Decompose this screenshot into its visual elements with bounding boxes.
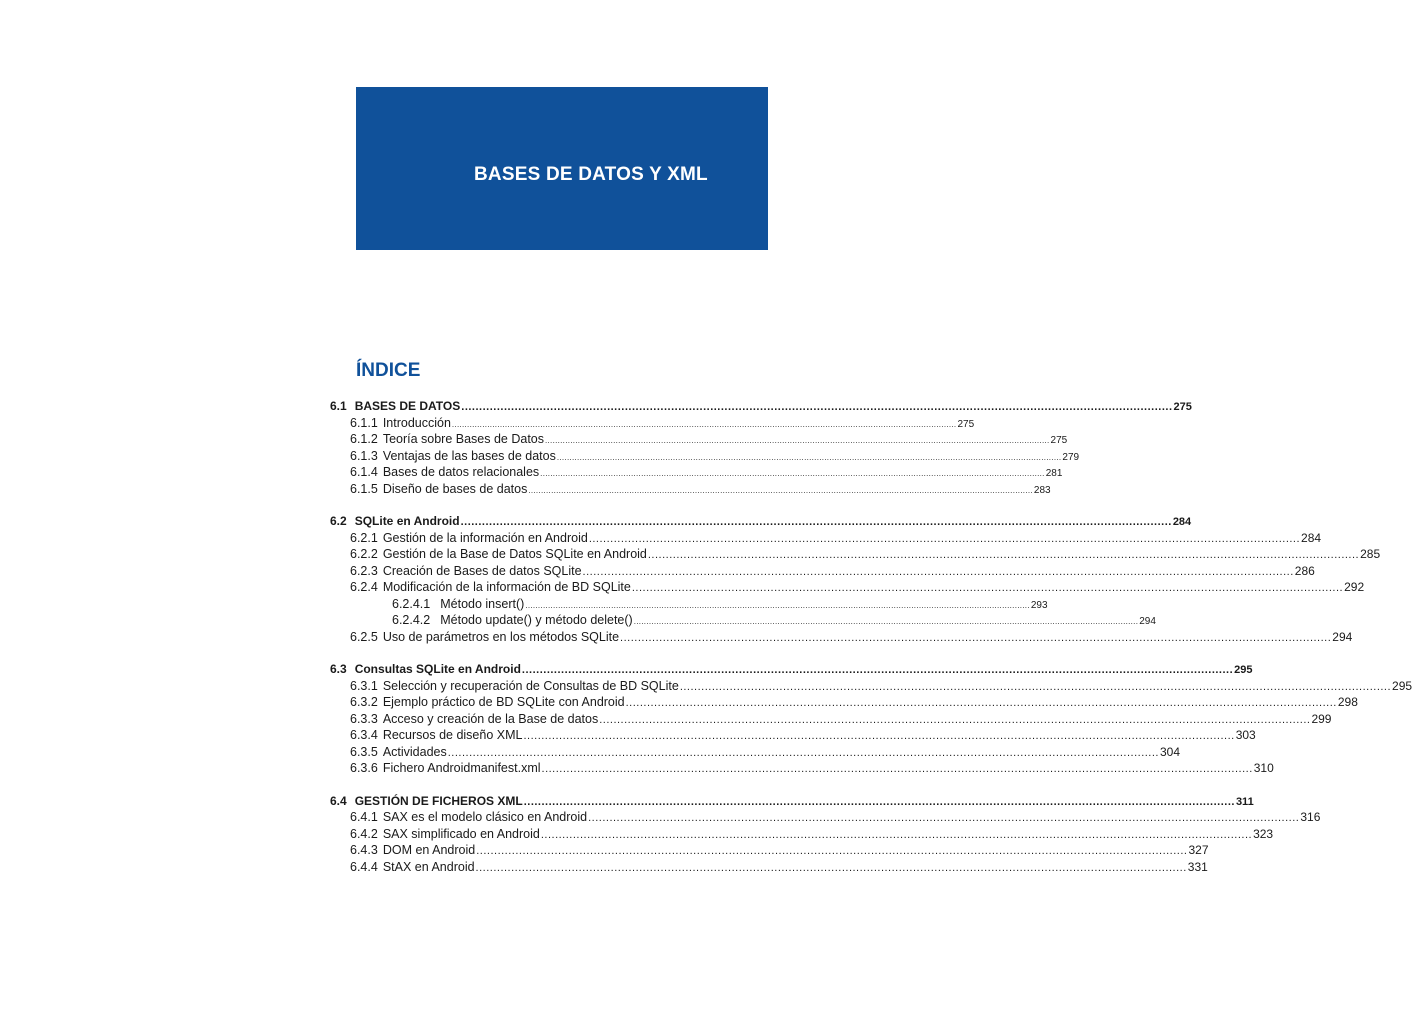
dot-leader: ........................................................................................................................................................................................................ <box>447 746 1159 759</box>
page-number: 295 <box>1234 664 1253 676</box>
toc-section <box>330 793 1321 876</box>
page-number: 292 <box>1344 580 1365 594</box>
toc-item-entry[interactable] <box>330 727 1256 744</box>
item-number: 6.3.4 <box>350 728 378 742</box>
item-title: Ejemplo práctico de BD SQLite con Android <box>382 695 625 709</box>
item-number: 6.2.1 <box>350 530 378 545</box>
section-number: 6.3 <box>330 662 347 676</box>
toc-item-entry[interactable] <box>330 579 1365 596</box>
section-number: 6.1 <box>330 399 347 413</box>
dot-leader: ........................................................................................................................................................................................................ <box>633 617 1139 626</box>
page-number: 295 <box>1392 678 1412 693</box>
dot-leader: ........................................................................................................................................................................................................ <box>460 516 1172 528</box>
dot-leader: ........................................................................................................................................................................................................ <box>582 565 1294 578</box>
item-number: 6.3.2 <box>350 695 378 709</box>
section-title: Consultas SQLite en Android <box>354 662 521 676</box>
item-title: Modificación de la información de BD SQLite <box>382 580 631 594</box>
item-number: 6.4.1 <box>350 810 378 824</box>
item-title: Bases de datos relacionales <box>382 465 540 479</box>
item-number: 6.1.1 <box>350 415 378 430</box>
page-number: 327 <box>1188 843 1209 857</box>
dot-leader: ........................................................................................................................................................................................................ <box>540 828 1253 841</box>
toc-heading: ÍNDICE <box>356 360 421 381</box>
toc-item-entry[interactable] <box>330 678 1412 695</box>
dot-leader: ........................................................................................................................................................................................................ <box>679 680 1392 693</box>
item-title: Uso de parámetros en los métodos SQLite <box>382 629 620 644</box>
dot-leader: ........................................................................................................................................................................................................ <box>475 861 1187 874</box>
page-number: 323 <box>1253 826 1274 841</box>
item-title: Diseño de bases de datos <box>382 481 528 496</box>
toc-item-entry[interactable] <box>330 859 1208 876</box>
section-number: 6.2 <box>330 514 347 528</box>
item-title: Método insert() <box>440 596 525 611</box>
page-number: 310 <box>1253 761 1274 775</box>
item-title: Gestión de la información en Android <box>382 530 588 545</box>
item-title: DOM en Android <box>382 843 476 857</box>
item-number: 6.4.4 <box>350 859 378 874</box>
page-number: 316 <box>1300 810 1321 824</box>
item-title: SAX simplificado en Android <box>382 826 540 841</box>
item-number: 6.3.3 <box>350 711 378 726</box>
item-title: SAX es el modelo clásico en Android <box>382 810 588 824</box>
toc-item-entry[interactable] <box>330 629 1353 646</box>
toc-item-entry[interactable] <box>330 530 1322 547</box>
toc-section <box>330 661 1412 777</box>
page-number: 304 <box>1159 744 1181 759</box>
item-title: Actividades <box>382 744 447 759</box>
section-title: BASES DE DATOS <box>354 399 461 413</box>
item-title: Ventajas de las bases de datos <box>382 448 556 463</box>
item-number: 6.1.5 <box>350 481 378 496</box>
toc-section-entry[interactable] <box>330 398 1192 415</box>
toc-item-entry[interactable] <box>330 744 1181 761</box>
toc-item-entry[interactable] <box>330 415 975 432</box>
toc-item-entry[interactable] <box>330 826 1274 843</box>
dot-leader: ........................................................................................................................................................................................................ <box>556 452 1062 462</box>
toc-section-entry[interactable] <box>330 793 1254 810</box>
item-number: 6.2.5 <box>350 629 378 644</box>
dot-leader: ........................................................................................................................................................................................................ <box>545 436 1050 445</box>
item-number: 6.1.2 <box>350 432 378 446</box>
page-number: 275 <box>1050 435 1068 446</box>
page-number: 298 <box>1337 695 1358 709</box>
item-title: StAX en Android <box>382 859 475 874</box>
toc-item-entry[interactable] <box>330 711 1332 728</box>
dot-leader: ........................................................................................................................................................................................................ <box>620 631 1332 644</box>
toc-item-entry[interactable] <box>330 431 1068 448</box>
item-number: 6.1.3 <box>350 448 378 463</box>
item-number: 6.4.3 <box>350 843 378 857</box>
chapter-title-banner <box>356 87 768 250</box>
toc-item-entry[interactable] <box>330 760 1274 777</box>
item-number: 6.3.6 <box>350 761 378 775</box>
dot-leader: ........................................................................................................................................................................................................ <box>476 845 1188 857</box>
page-number: 284 <box>1301 530 1322 545</box>
page-number: 293 <box>1030 599 1048 611</box>
item-title: Método update() y método delete() <box>440 613 633 627</box>
toc-item-entry[interactable] <box>330 809 1321 826</box>
dot-leader: ........................................................................................................................................................................................................ <box>523 730 1235 742</box>
item-title: Recursos de diseño XML <box>382 728 523 742</box>
toc-item-entry[interactable] <box>330 842 1209 859</box>
item-number: 6.3.1 <box>350 678 378 693</box>
item-number: 6.2.4 <box>350 580 378 594</box>
item-title: Creación de Bases de datos SQLite <box>382 563 582 578</box>
dot-leader: ........................................................................................................................................................................................................ <box>599 713 1311 726</box>
page-number: 294 <box>1332 629 1353 644</box>
item-number: 6.4.2 <box>350 826 378 841</box>
table-of-contents <box>330 398 1412 891</box>
item-title: Selección y recuperación de Consultas de BD SQLite <box>382 678 679 693</box>
toc-item-entry[interactable] <box>330 448 1080 465</box>
item-title: Teoría sobre Bases de Datos <box>382 432 545 446</box>
item-number: 6.1.4 <box>350 465 378 479</box>
toc-item-entry[interactable] <box>330 481 1051 498</box>
item-number: 6.2.4.2 <box>392 613 431 627</box>
toc-section <box>330 398 1192 497</box>
dot-leader: ........................................................................................................................................................................................................ <box>631 582 1344 594</box>
item-number: 6.2.2 <box>350 547 378 561</box>
item-title: Fichero Androidmanifest.xml <box>382 761 541 775</box>
page-number: 281 <box>1045 468 1063 479</box>
page-number: 311 <box>1235 795 1254 808</box>
dot-leader: ........................................................................................................................................................................................................ <box>625 697 1337 709</box>
toc-item-entry[interactable] <box>330 563 1315 580</box>
item-number: 6.3.5 <box>350 744 378 759</box>
dot-leader: ........................................................................................................................................................................................................ <box>525 600 1030 610</box>
page-number: 303 <box>1235 728 1256 742</box>
dot-leader: ........................................................................................................................................................................................................ <box>540 469 1045 478</box>
dot-leader: ........................................................................................................................................................................................................ <box>523 795 1235 808</box>
page-number: 286 <box>1294 563 1315 578</box>
page-number: 275 <box>1173 401 1192 413</box>
page-number: 283 <box>1033 484 1051 496</box>
page-number: 299 <box>1311 711 1332 726</box>
dot-leader: ........................................................................................................................................................................................................ <box>451 419 957 429</box>
dot-leader: ........................................................................................................................................................................................................ <box>588 812 1300 824</box>
dot-leader: ........................................................................................................................................................................................................ <box>528 485 1033 495</box>
dot-leader: ........................................................................................................................................................................................................ <box>588 532 1301 545</box>
dot-leader: ........................................................................................................................................................................................................ <box>461 401 1173 413</box>
section-title: SQLite en Android <box>354 514 460 528</box>
dot-leader: ........................................................................................................................................................................................................ <box>521 664 1234 676</box>
item-number: 6.2.3 <box>350 563 378 578</box>
page-number: 331 <box>1187 859 1208 874</box>
page-number: 285 <box>1360 547 1381 561</box>
page-number: 294 <box>1139 616 1156 627</box>
toc-item-entry[interactable] <box>330 694 1358 711</box>
item-title: Gestión de la Base de Datos SQLite en Android <box>382 547 647 561</box>
toc-item-entry[interactable] <box>330 464 1063 481</box>
item-title: Acceso y creación de la Base de datos <box>382 711 599 726</box>
section-number: 6.4 <box>330 793 347 808</box>
page-number: 279 <box>1062 451 1080 463</box>
page-number: 275 <box>957 418 975 430</box>
item-title: Introducción <box>382 415 451 430</box>
toc-item-entry[interactable] <box>330 612 1156 629</box>
toc-item-entry[interactable] <box>330 596 1048 613</box>
toc-section-entry[interactable] <box>330 661 1253 678</box>
dot-leader: ........................................................................................................................................................................................................ <box>647 549 1360 561</box>
toc-section-entry[interactable] <box>330 513 1192 530</box>
toc-section <box>330 513 1381 645</box>
chapter-title: BASES DE DATOS Y XML <box>474 164 708 185</box>
section-title: GESTIÓN DE FICHEROS XML <box>354 793 523 808</box>
page-number: 284 <box>1172 516 1192 528</box>
item-number: 6.2.4.1 <box>392 596 431 611</box>
dot-leader: ........................................................................................................................................................................................................ <box>541 763 1253 775</box>
toc-item-entry[interactable] <box>330 546 1381 563</box>
